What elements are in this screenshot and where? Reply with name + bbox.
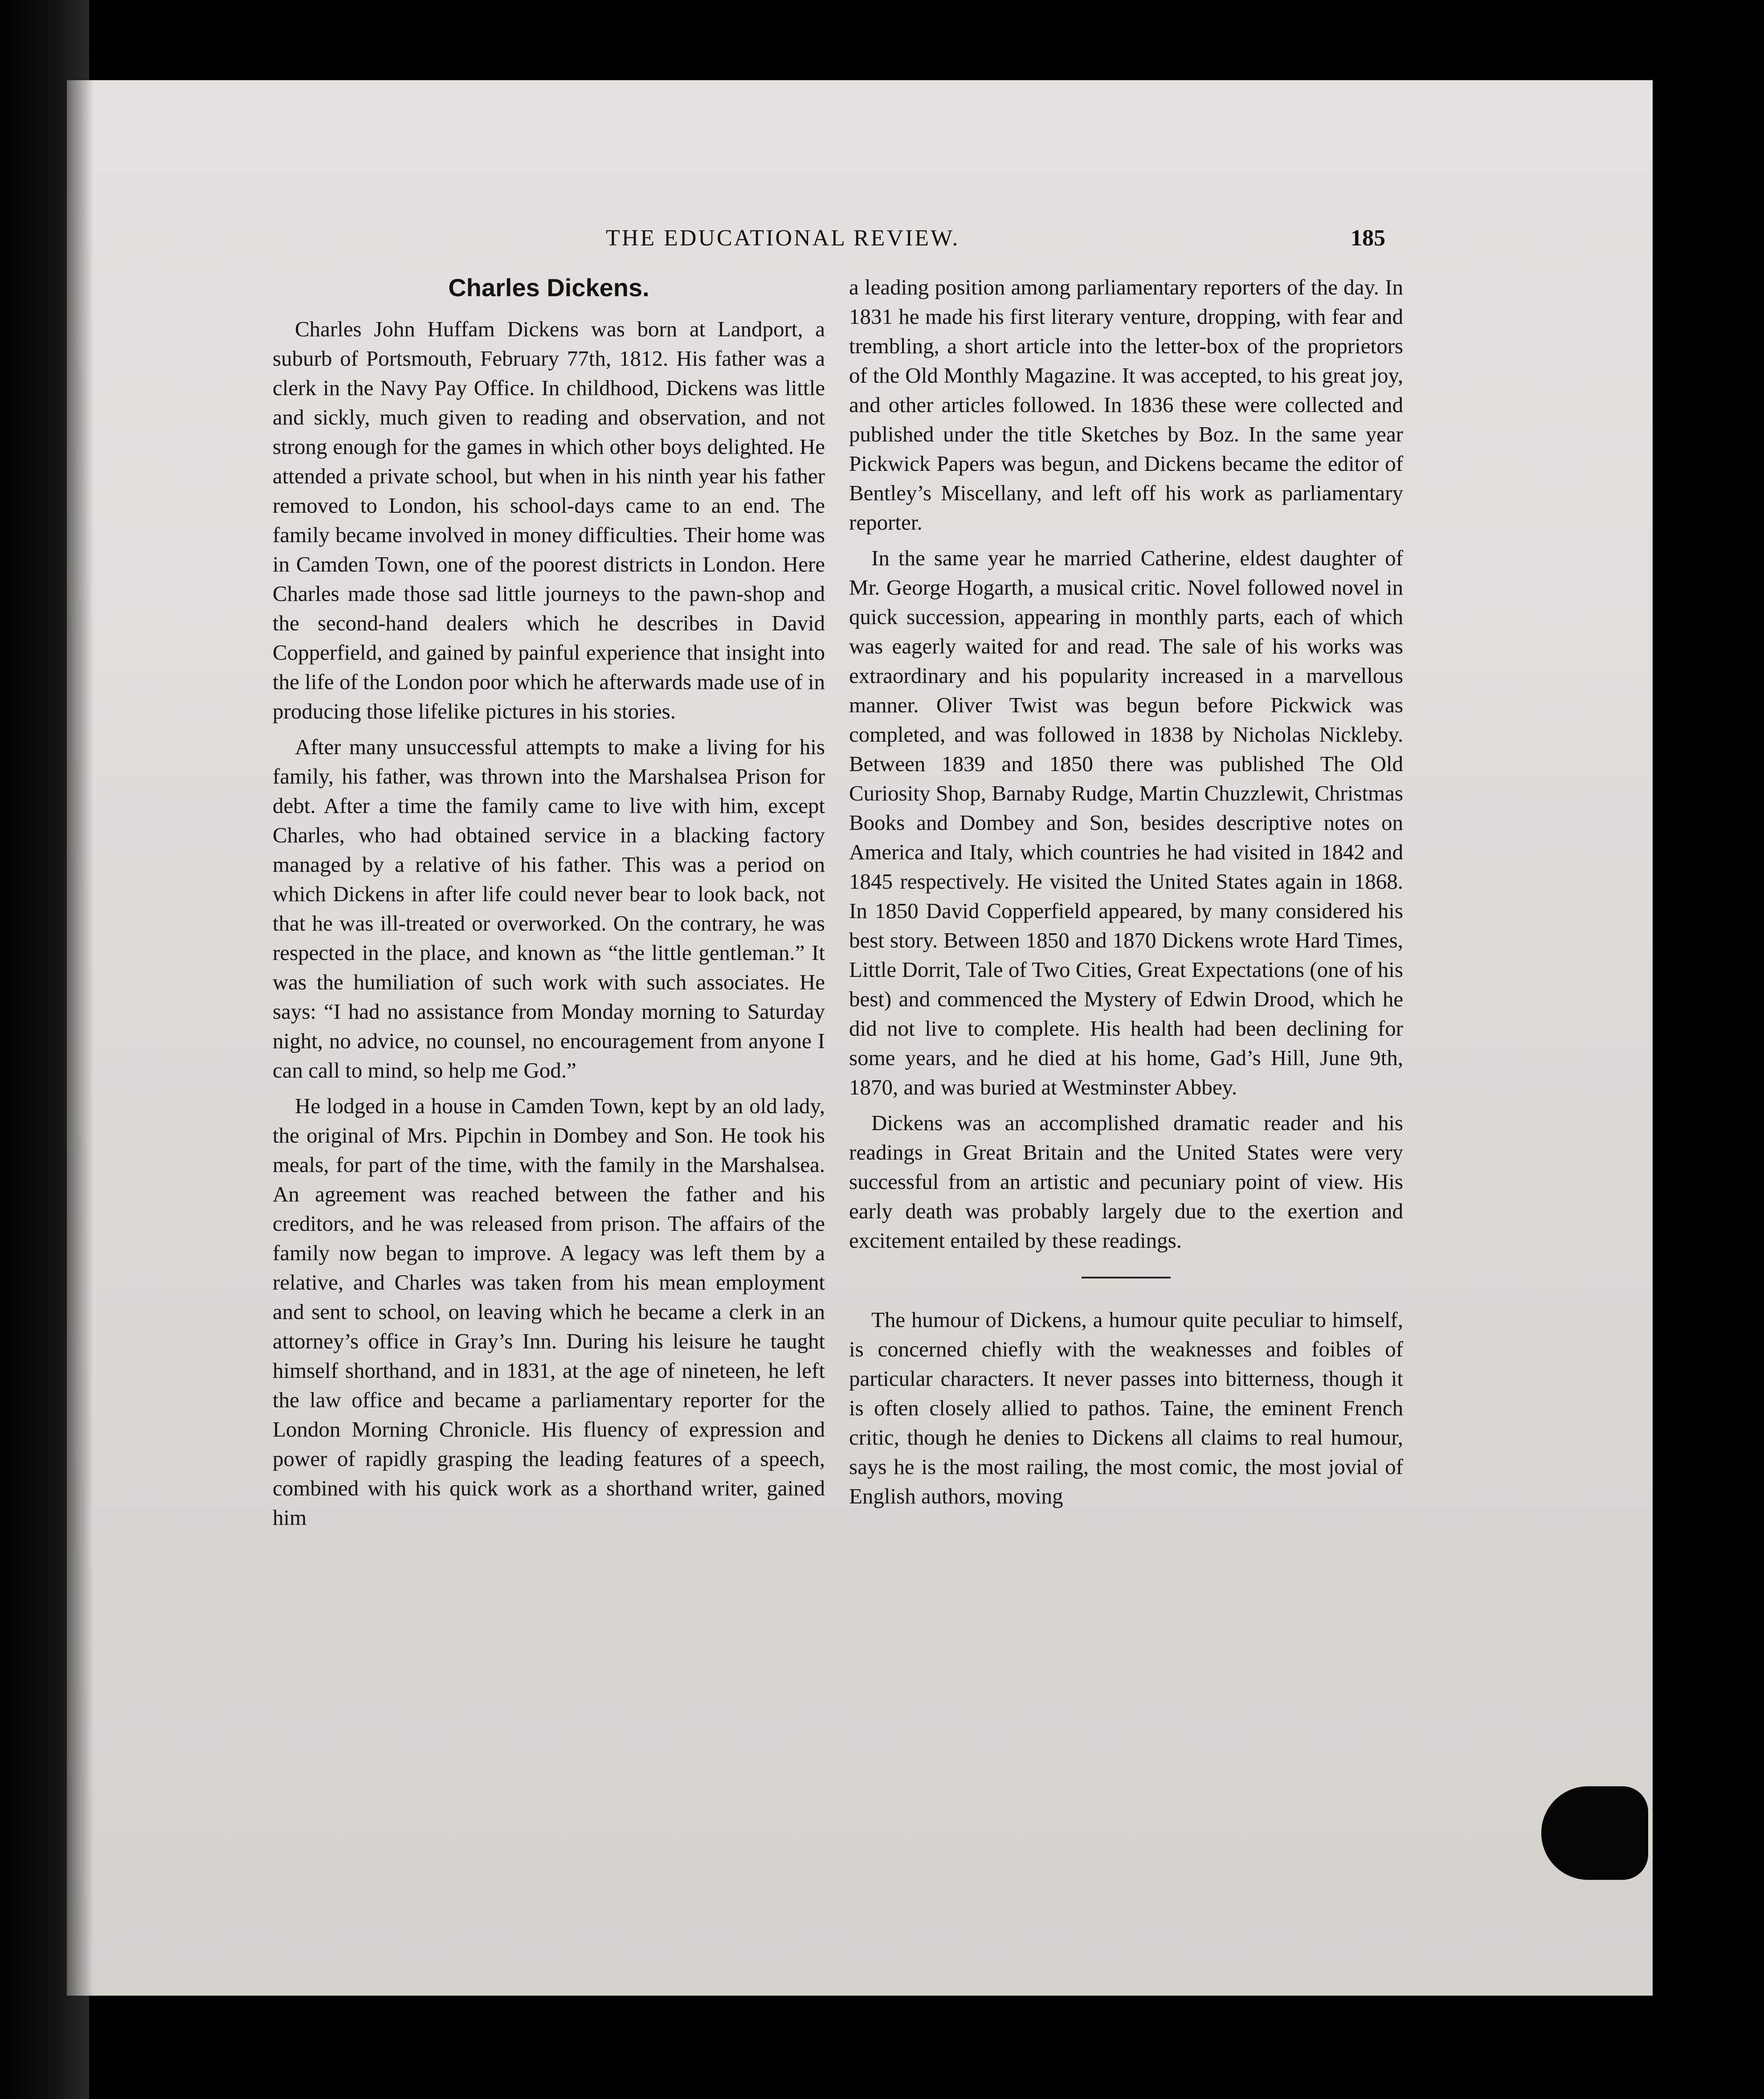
paragraph: The humour of Dickens, a humour quite peculiar to himself, is concerned chiefly with the weaknesses and foibles of particular characters. It never passes into bitterness, though it is often closely allied to pathos. Taine, the eminent French critic, though he denies to Dickens all claims to real humour, says he is the most railing, the most comic, the most jovial of English authors, moving xyxy=(849,1307,1403,1508)
page-number: 185 xyxy=(1351,225,1385,251)
paragraph: He lodged in a house in Camden Town, kept by an old lady, the original of Mrs. Pipchin in Dombey and Son. He took his meals, for part of the time, with the family in the Marshalsea. An agreement was reached between the father and his creditors, and he was released from prison. The affairs of the family now began to improve. A legacy was left them by a relative, and Charles was taken from his mean employment and sent to school, on leaving which he became a clerk in an attorney’s office in Gray’s Inn. During his leisure he taught himself shorthand, and in 1831, at the age of nineteen, he left the law office and became a parliamentary reporter for the London Morning Chronicle. His fluency of expression and power of rapidly grasping the leading features of a speech, combined with his quick work as a shorthand writer, gained him xyxy=(273,1094,825,1530)
film-edge-blot xyxy=(1541,1786,1648,1880)
section-divider xyxy=(1082,1277,1171,1278)
right-column xyxy=(849,273,1403,1517)
paragraph: Charles John Huffam Dickens was born at Landport, a suburb of Portsmouth, February 77th, 1812. His father was a clerk in the Navy Pay Office. In childhood, Dickens was little and sickly, much given to reading and observation, and not strong enough for the games in which other boys delighted. He attended a private school, but when in his ninth year his father removed to London, his school-days came to an end. The family became involved in money difficulties. Their home was in Camden Town, one of the poorest districts in London. Here Charles made those sad little journeys to the pawn-shop and the second-hand dealers which he describes in David Copperfield, and gained by painful experience that insight into the life of the London poor which he afterwards made use of in producing those lifelike pictures in his stories. xyxy=(273,317,825,723)
paragraph: In the same year he married Catherine, eldest daughter of Mr. George Hogarth, a musical critic. Novel followed novel in quick succession, appearing in monthly parts, each of which was eagerly waited for and read. The sale of his works was extraordinary and his popularity increased in a marvellous manner. Oliver Twist was begun before Pickwick was completed, and was followed in 1838 by Nicholas Nickleby. Between 1839 and 1850 there was published The Old Curiosity Shop, Barnaby Rudge, Martin Chuzzlewit, Christmas Books and Dombey and Son, besides descriptive notes on America and Italy, which countries he had visited in 1842 and 1845 respectively. He visited the United States again in 1868. In 1850 David Copperfield appeared, by many considered his best story. Between 1850 and 1870 Dickens wrote Hard Times, Little Dorrit, Tale of Two Cities, Great Expectations (one of his best) and commenced the Mystery of Edwin Drood, which he did not live to complete. His health had been declining for some years, and he died at his home, Gad’s Hill, June 9th, 1870, and was buried at Westminster Abbey. xyxy=(849,546,1403,1099)
article-title: Charles Dickens. xyxy=(448,274,649,302)
page-edge-shadow xyxy=(67,80,94,1996)
paragraph: a leading position among parliamentary reporters of the day. In 1831 he made his first literary venture, dropping, with fear and trembling, a short article into the letter-box of the proprietors of the Old Monthly Magazine. It was accepted, to his great joy, and other articles followed. In 1836 these were collected and published under the title Sketches by Boz. In the same year Pickwick Papers was begun, and Dickens became the editor of Bentley’s Miscellany, and left off his work as parliamentary reporter. xyxy=(849,275,1403,535)
paragraph: After many unsuccessful attempts to make a living for his family, his father, was thrown into the Marshalsea Prison for debt. After a time the family came to live with him, except Charles, who had obtained service in a blacking factory managed by a relative of his father. This was a period on which Dickens in after life could never bear to look back, not that he was ill-treated or overworked. On the contrary, he was respected in the place, and known as “the little gentleman.” It was the humiliation of such work with such associates. He says: “I had no assistance from Monday morning to Saturday night, no advice, no counsel, no encouragement from anyone I can call to mind, so help me God.” xyxy=(273,735,825,1082)
paragraph: Dickens was an accomplished dramatic reader and his readings in Great Britain and the United States were very successful from an artistic and pecuniary point of view. His early death was probably largely due to the exertion and excitement entailed by these readings. xyxy=(849,1111,1403,1253)
running-head: THE EDUCATIONAL REVIEW. xyxy=(606,225,960,251)
left-column xyxy=(273,272,825,1539)
